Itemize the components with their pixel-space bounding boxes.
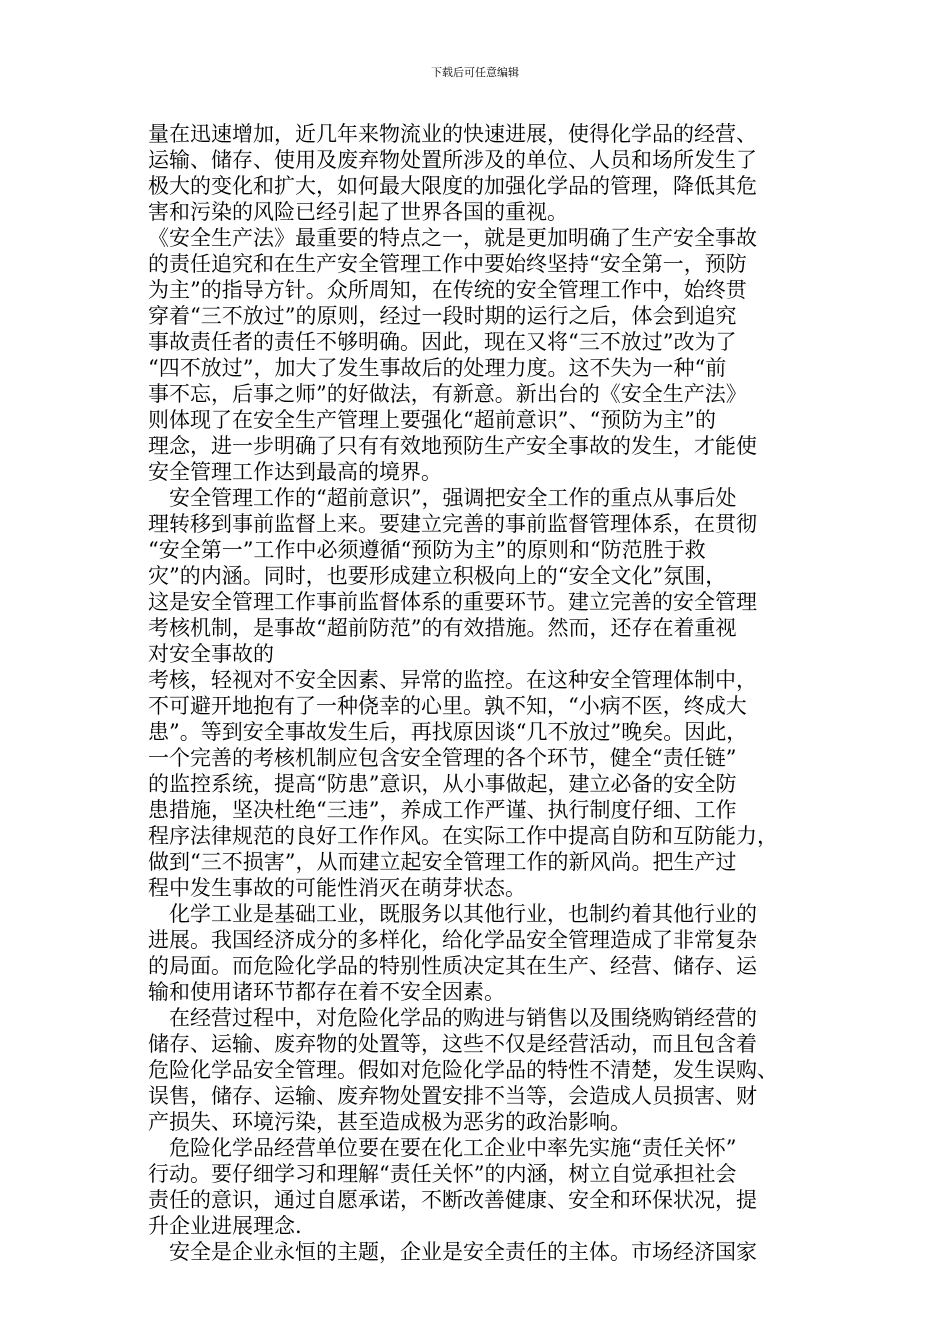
text-line: 运输、储存、使用及废弃物处置所涉及的单位、人员和场所发生了 (148, 148, 757, 172)
text-line: 考核机制，是事故“超前防范”的有效措施。然而，还存在着重视 (148, 616, 737, 640)
text-line: 考核，轻视对不安全因素、异常的监控。在这种安全管理体制中， (148, 668, 757, 692)
text-line: 危险化学品经营单位要在要在化工企业中率先实施“责任关怀” (148, 1136, 737, 1160)
text-line: 进展。我国经济成分的多样化，给化学品安全管理造成了非常复杂 (148, 928, 757, 952)
text-line: 《安全生产法》最重要的特点之一，就是更加明确了生产安全事故 (148, 226, 757, 250)
text-line: 做到“三不损害”，从而建立起安全管理工作的新风尚。把生产过 (148, 850, 737, 874)
text-line: 储存、运输、废弃物的处置等，这些不仅是经营活动，而且包含着 (148, 1032, 757, 1056)
text-line: 患”。等到安全事故发生后，再找原因谈“几不放过”晚矣。因此， (148, 720, 748, 744)
paragraph (148, 667, 813, 901)
text-line: 产损失、环境污染，甚至造成极为恶劣的政治影响。 (148, 1110, 631, 1134)
text-line: 危险化学品安全管理。假如对危险化学品的特性不清楚，发生误购、 (148, 1058, 778, 1082)
text-line: 穿着“三不放过”的原则，经过一段时期的运行之后，体会到追究 (148, 304, 737, 328)
text-line: 化学工业是基础工业，既服务以其他行业，也制约着其他行业的 (148, 902, 757, 926)
text-line: 不可避开地抱有了一种侥幸的心里。孰不知，“小病不医，终成大 (148, 694, 747, 718)
text-line: 对安全事故的 (148, 642, 274, 666)
text-line: 的局面。而危险化学品的特别性质决定其在生产、经营、储存、运 (148, 954, 757, 978)
header-text: 下载后可任意编辑 (431, 66, 519, 79)
text-line: 误售，储存、运输、废弃物处置安排不当等，会造成人员损害、财 (148, 1084, 757, 1108)
document-body (148, 121, 813, 1265)
text-line: 程序法律规范的良好工作作风。在实际工作中提高自防和互防能力， (148, 824, 778, 848)
text-line: 安全管理工作达到最高的境界。 (148, 460, 442, 484)
text-line: 事不忘，后事之师”的好做法，有新意。新出台的《安全生产法》 (148, 382, 747, 406)
paragraph (148, 121, 813, 225)
text-line: 的责任追究和在生产安全管理工作中要始终坚持“安全第一，预防 (148, 252, 747, 276)
text-line: 安全管理工作的“超前意识”，强调把安全工作的重点从事后处 (148, 486, 737, 510)
text-line: 这是安全管理工作事前监督体系的重要环节。建立完善的安全管理 (148, 590, 757, 614)
text-line: 为主”的指导方针。众所周知，在传统的安全管理工作中，始终贯 (148, 278, 747, 302)
text-line: 理念，进一步明确了只有有效地预防生产安全事故的发生，才能使 (148, 434, 757, 458)
text-line: “安全第一”工作中必须遵循“预防为主”的原则和“防范胜于救 (148, 538, 706, 562)
paragraph (148, 1239, 813, 1265)
text-line: 理转移到事前监督上来。要建立完善的事前监督管理体系，在贯彻 (148, 512, 757, 536)
text-line: 灾”的内涵。同时，也要形成建立积极向上的“安全文化”氛围， (148, 564, 727, 588)
text-line: 安全是企业永恒的主题，企业是安全责任的主体。市场经济国家 (148, 1240, 757, 1264)
text-line: 行动。要仔细学习和理解“责任关怀”的内涵，树立自觉承担社会 (148, 1162, 737, 1186)
paragraph (148, 1005, 813, 1135)
text-line: 升企业进展理念. (148, 1214, 302, 1238)
text-line: 一个完善的考核机制应包含安全管理的各个环节，健全“责任链” (148, 746, 737, 770)
text-line: 程中发生事故的可能性消灭在萌芽状态。 (148, 876, 526, 900)
text-line: 事故责任者的责任不够明确。因此，现在又将“三不放过”改为了 (148, 330, 737, 354)
text-line: 的监控系统，提高“防患”意识，从小事做起，建立必备的安全防 (148, 772, 737, 796)
text-line: 责任的意识，通过自愿承诺，不断改善健康、安全和环保状况，提 (148, 1188, 757, 1212)
paragraph (148, 225, 813, 485)
text-line: 极大的变化和扩大，如何最大限度的加强化学品的管理，降低其危 (148, 174, 757, 198)
text-line: 患措施，坚决杜绝“三违”，养成工作严谨、执行制度仔细、工作 (148, 798, 737, 822)
text-line: 害和污染的风险已经引起了世界各国的重视。 (148, 200, 568, 224)
paragraph (148, 901, 813, 1005)
text-line: 则体现了在安全生产管理上要强化“超前意识”、“预防为主”的 (148, 408, 716, 432)
text-line: “四不放过”，加大了发生事故后的处理力度。这不失为一种“前 (148, 356, 727, 380)
paragraph (148, 485, 813, 667)
page-header (0, 66, 950, 80)
text-line: 量在迅速增加，近几年来物流业的快速进展，使得化学品的经营、 (148, 122, 757, 146)
text-line: 在经营过程中，对危险化学品的购进与销售以及围绕购销经营的 (148, 1006, 757, 1030)
text-line: 输和使用诸环节都存在着不安全因素。 (148, 980, 505, 1004)
paragraph (148, 1135, 813, 1239)
